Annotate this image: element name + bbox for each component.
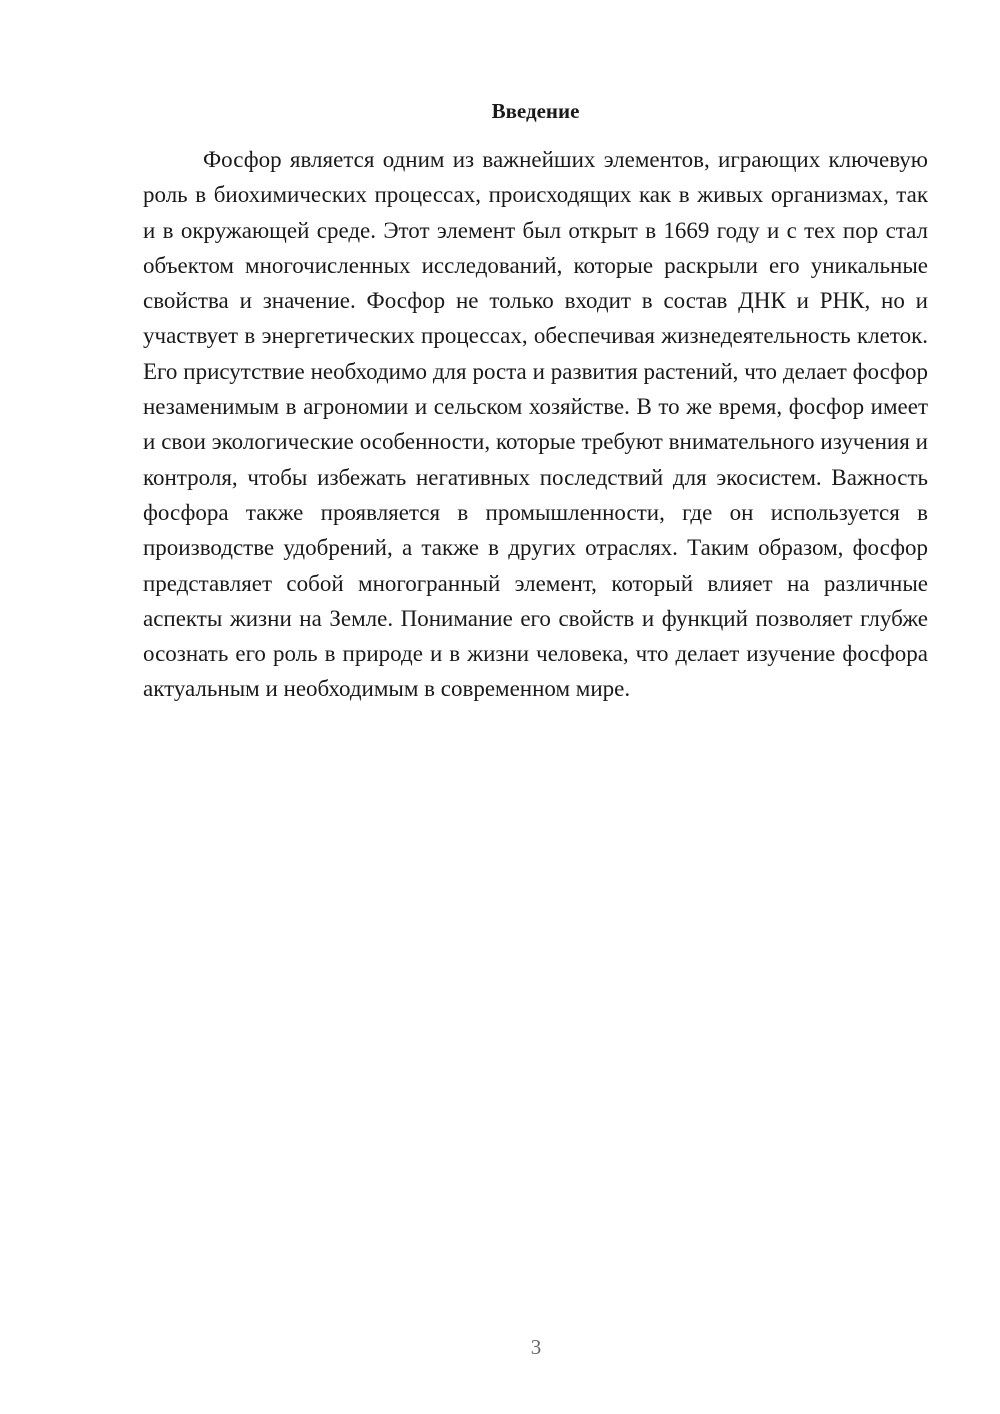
page-number: 3 [530,1335,542,1359]
section-heading: Введение [491,99,580,123]
body-paragraph: Фосфор является одним из важнейших элементов, играющих ключевую роль в биохимических процессах, происходящих как в живых организмах, так и в окружающей среде. Этот элемент был открыт в 1669 году и с тех пор стал объектом многочисленных исследований, которые раскрыли его уникальные свойства и значение. Фосфор не только входит в состав ДНК и РНК, но и участвует в энергетических процессах, обеспечивая жизнедеятельность клеток. Его присутствие необходимо для роста и развития растений, что делает фосфор незаменимым в агрономии и сельском хозяйстве. В то же время, фосфор имеет и свои экологические особенности, которые требуют внимательного изучения и контроля, чтобы избежать негативных последствий для экосистем. Важность фосфора также проявляется в промышленности, где он используется в производстве удобрений, а также в других отраслях. Таким образом, фосфор представляет собой многогранный элемент, который влияет на различные аспекты жизни на Земле. Понимание его свойств и функций позволяет глубже осознать его роль в природе и в жизни человека, что делает изучение фосфора актуальным и необходимым в современном мире. [143,147,928,702]
